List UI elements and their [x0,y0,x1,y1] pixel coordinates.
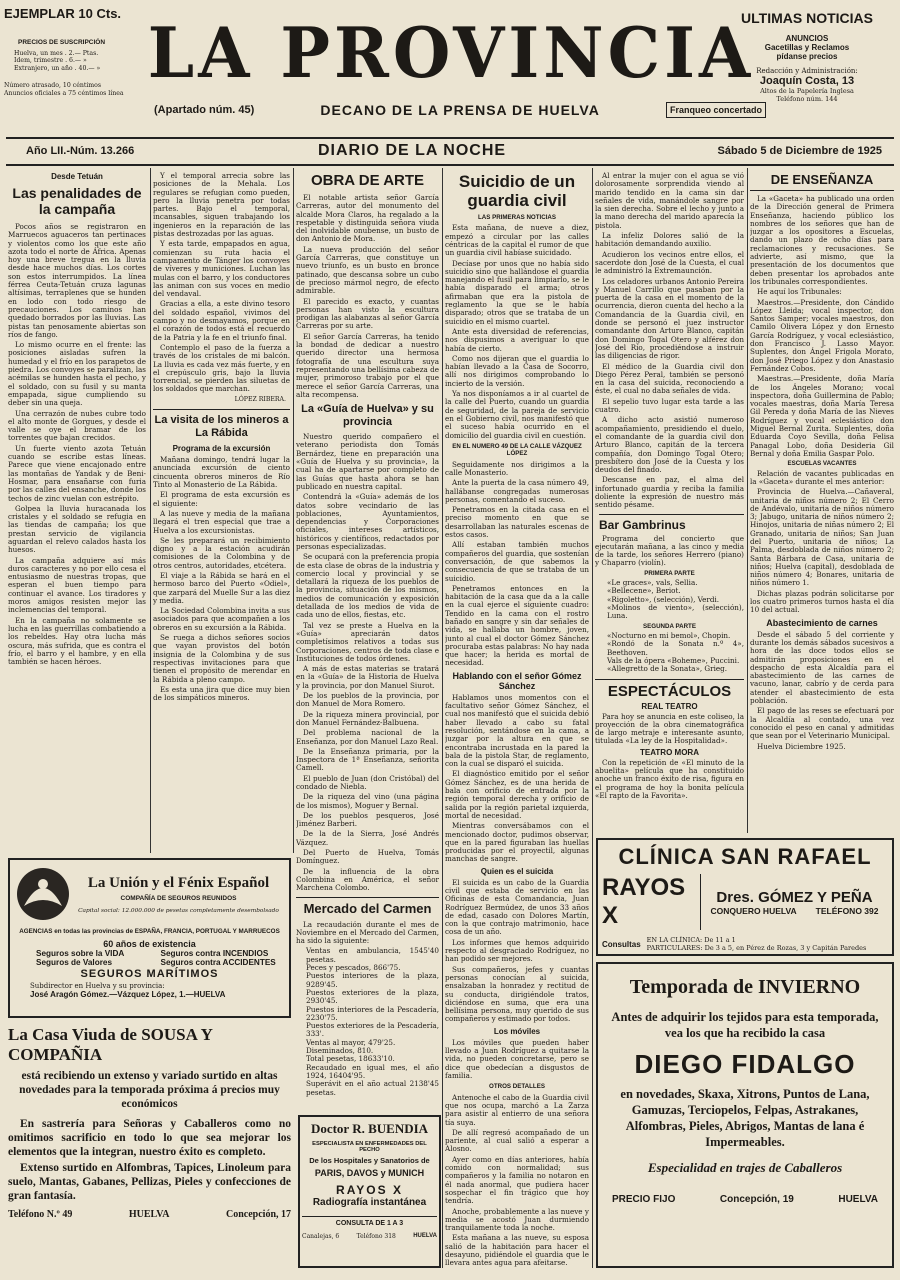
union-agencias: AGENCIAS en todas las provincias de ESPAÑA, FRANCIA, PORTUGAL Y MARRUECOS [19,928,280,935]
paragraph: Tal vez se preste a Huelva en la «Guía» apreciarán datos completísimos relativos a todas sus Corporaciones, centros de toda clase e Instituciones de todos órdenes. [296,620,439,663]
mercado-paragraphs [296,921,439,946]
masthead-title: LA PROVINCIA [147,12,755,94]
sousa-city: HUELVA [128,1209,170,1220]
paragraph: Ante esta diversidad de referencias, nos dispusimos a averiguar lo que había de cierto. [445,326,589,353]
clinica-rayos: RAYOS X [602,874,701,930]
especialidad: Especialidad en trajes de Caballeros [647,1160,843,1175]
redaccion: Redacción y Administración: [756,67,858,75]
telefono: Teléfono núm. 144 [776,95,838,103]
paragraph: La nueva producción del señor García Carreras, que constituye un nuevo triunfo, es un busto en bronce patinado, que descansa sobre un cubo de precioso mármol negro, de efecto admirable. [296,244,439,296]
masthead-left [4,6,134,138]
suicidio-paragraphs [445,224,589,439]
program-item: «Allegretto de la Sonata», Grieg. [607,664,728,674]
divider-5 [747,168,748,833]
paragraph: Sus compañeros, jefes y cuantas personas conocían al suicida, ensalzaban la honradez y rectitud de su conducta, dirigiéndole tratos, diciéndose en suma, que era una bellísima persona, muy querido de sus compañeros y estimado por todos. [445,964,589,1024]
segunda-list [595,632,744,673]
paragraph: Se ruega a dichos señores socios que vayan provistos del botón insignia de la Colombina y de sus respectivas invitaciones para que tienen el propósito de merendar en la Rábida a pleno campo. [153,633,290,684]
paragraph: De los pueblos pesqueros, José Jiménez Barberi. [296,810,439,829]
col5 [595,172,744,834]
diego-addr: Concepción, 19 [719,1194,794,1205]
paragraph: Desde el sábado 5 del corriente y durante los demás sábados sucesivos a hora de las doce todos ellos se admitirán proposiciones en el despacho de esta Alcaldía para el abastecimiento de las carnes de vacuno, lanar, cabrío y de cerda para atender el abastecimiento de esta población. [750,629,894,706]
quien-paragraphs [445,879,589,1024]
clinica-tel: TELÉFONO 392 [815,905,879,916]
paragraph: Contendrá la «Guía» además de los datos sobre vecindario de las poblaciones, Ayuntamientos, dependencias y Corporaciones oficiales, intereses artísticos, históricos y científicos, redactados por personas especializadas. [296,492,439,551]
paragraph: Penetramos en la citada casa en el preciso momento en que se desarrollaban las naturales escenas de estos casos. [445,505,589,540]
abast-paragraphs [750,631,894,751]
numero-title: EN EL NUMERO 49 DE LA CALLE VÁZQUEZ LÓPEZ [452,442,582,458]
paragraph: Los informes que hemos adquirido respecto al desgraciado Rodríguez, no han podido ser mejores. [445,937,589,964]
paragraph: Al entrar la mujer con el agua se vió dolorosamente sorprendida viendo al marido tendido en la cama sin dar señales de vida, manándole sangre por la sien derecha. Sobre el lecho y junto a la mano derecha del marido aparecía la pistola. [595,172,744,230]
paragraph: Del Puerto de Huelva, Tomás Domínguez. [296,848,439,866]
paragraph: De la influencia de la obra Colombina en América, el señor Marchena Colombo. [296,866,439,893]
vacantes-paragraphs [750,470,894,615]
paragraph: Contemplo el paso de la fuerza a través de los cristales de mi balcón. La lluvia es cada vez más fuerte, y en el crepúsculo gris, bajo la lluvia torrencial, se pierden las siluetas de los soldados que marchan. [153,342,290,394]
paragraph: Una cerrazón de nubes cubre todo el alto monte de Gorgues, y desde el valle se oye el bramar de los torrentes que bajan crecidos. [8,408,146,443]
guia-title: La «Guía de Huelva» y su provincia [301,403,434,429]
ad-sousa [8,1025,291,1273]
ad-diego-fidalgo [596,962,894,1268]
paragraph: Los celadores urbanos Antonio Pereira y Manuel Carrillo que pasaban por la puerta de la casa en el momento de la ocurrencia, dieron cuenta del hecho a la Comandancia de la Guardia civil, en donde se personó el juez instructor comandante don Arturo Blanco, capitán don Domingo Togal Otero y alférez don José del Río, procediéndose a instruir las diligencias de rigor. [595,276,744,361]
union-item: Seguros contra INCENDIOS [160,949,269,958]
sousa-tel: Teléfono N.º 49 [8,1209,73,1220]
decano: DECANO DE LA PRENSA DE HUELVA [320,102,600,118]
paragraph: Allí estaban también muchos compañeros del guardia, que sostenían conversación, de que sabemos la consecuencia de que se trataba de un suicidio. [445,540,589,583]
paragraph: Esta mañana a las nueve, su esposa salió de la habitación para hacer el desayuno, pidiéndole el guardia que le llevara antes agua para afeitarse. [445,1233,589,1268]
paragraph: En la campaña no solamente se lucha en las guerrillas combatiendo a los rebeldes. Hay otra lucha más oscura, más sufrida, que es contra el frío, el barro y el hambre, y en ella también se hacen héroes. [8,615,146,667]
paragraph: Hablamos unos momentos con el facultativo señor Gómez Sánchez, el cual nos manifestó que el suicida debió haber llevado a cabo su fatal resolución, sentándose en la cama, a juzgar por la altura en que se encontraba incrustada en la pared la bala de la pistola Star, de reglamento, con la cual se disparó el suicida. [445,692,589,769]
gambrinus-title: Bar Gambrinus [599,514,744,532]
ad-union-fenix [8,858,291,1018]
paragraph: El viaje a la Rábida se hará en el hermoso barco del Puerto «Odiel», que zarpará del Muelle Sur a las diez y media. [153,570,290,605]
paragraph: Gracias a ella, a este divino tesoro del soldado español, vivimos del campo y no desmayamos, porque en el corazón de todos está el recuerdo de la Patria y la fe en el triunfo final. [153,299,290,342]
paragraph: El notable artista señor García Carreras, autor del monumento del alcalde Mora Claros, ha regalado a la respetable y distinguida señora viuda del inolvidable onubense, un busto de don Antonio de Mora. [296,193,439,244]
program-item: Vals de la ópera «Boheme», Puccini. [607,655,740,665]
union-capital: Capital social: 12.000.000 de pesetas completamente desembolsado [78,907,279,914]
paragraph: A las nueve y media de la mañana llegará el tren especial que trae a Huelva a los excursionistas. [153,508,290,535]
anuncios-label: ANUNCIOS [785,34,829,43]
mercado-line: Superávit en el año actual 2138'45 pesetas. [306,1079,439,1097]
numero-paragraphs [445,461,589,668]
paragraph: Ya nos disponíamos a ir al cuartel de la calle del Puerto, cuando un guardia de seguridad, de la pareja de servicio en el Gobierno civil, nos manifestó que el suceso había ocurrido en el domicilio del guardia civil en cuestión. [445,389,589,440]
paragraph: De los pueblos de la provincia, por don Manuel de Mora Romero. [296,691,439,709]
col1-kicker: Desde Tetuán [51,172,103,181]
gambrinus-intro: Programa del concierto que ejecutarán mañana, a las cinco y media de la tarde, los señores Herrero (piano) y Chaparro (violín). [595,533,744,568]
union-title: La Unión y el Fénix Español [87,874,270,891]
paragraph: La recaudación durante el mes de Noviembre en el Mercado del Carmen, ha sido la siguiente: [296,919,439,946]
pidanse: pídanse precios [776,52,838,61]
buendia-city: HUELVA [413,1233,437,1239]
divider-2 [293,168,294,853]
paragraph: El diagnóstico emitido por el señor Gómez Sánchez, es de una herida de bala con orificio de entrada por la región temporal derecha y orificio de salida por la región parietal izquierda, mortal de necesidad. [445,769,589,820]
paragraph: He aquí los Tribunales: [757,287,842,297]
paragraph: Se ocupará con la preferencia propia de esta clase de obras de la industria y comercio local y provincial y se detallará la riqueza de los pueblos de la provincia, situación de los mismos, medios de comunicación y exposición detallada de los medios de vida de cada uno de ellos, fiestas, etc. [296,552,439,620]
mercado-lines [296,947,439,1096]
sousa-addr: Concepción, 17 [226,1209,291,1220]
paragraph: Acudieron los vecinos entre ellos, el sacerdote don José de la Cuesta, el cual le administró la Extremaunción. [595,249,744,276]
moviles-paragraphs [445,1039,589,1080]
primera-parte: PRIMERA PARTE [644,569,695,577]
diego-fidalgo: DIEGO FIDALGO [634,1049,856,1079]
sousa-title: La Casa Viuda de SOUSA Y COMPAÑIA [8,1025,213,1064]
divider-4 [592,168,593,1268]
altos: Altos de la Papelería Inglesa [760,87,854,95]
programa-title: Programa de la excursión [172,444,271,454]
temporada-p1: Antes de adquirir los tejidos para esta temporada, vea los que ha recibido la casa [611,1010,879,1040]
precio-line: Idem, trimestre . 6.— » [14,57,87,65]
direccion: Joaquín Costa, 13 [759,75,855,87]
union-sub: COMPAÑÍA DE SEGUROS REUNIDOS [120,894,237,902]
otros-title: OTROS DETALLES [489,1083,545,1091]
mercado-line: Ventas al mayor, 479'25. [306,1037,396,1047]
col2 [153,172,290,854]
program-item: «Nocturno en mi bemol», Chopin. [607,631,731,641]
col1-title: Las penalidades de la campaña [12,185,142,217]
buendia-radio: Radiografía instantánea [312,1197,427,1208]
paragraph: El suicida es un cabo de la Guardia civil que estaba de servicio en las Oficinas de esta Comandancia, Juan Rodríguez Bermúdez, de unos 33 años de edad, casado con Dolores Martín, con la que contrajo matrimonio, hace cosa de un año. [445,877,589,937]
date: Sábado 5 de Diciembre de 1925 [717,145,882,157]
program-item: «Rondó de la Sonata n.º 4», Beethoven. [607,639,744,657]
paragraph: A dicho acto asistió numeroso acompañamiento, presidiendo el duelo, el comandante de la guardia civil don Arturo Blanco, capitán de la tercera compañía, don Domingo Togal Otero; presbítero don José de la Cuesta y los deudos del finado. [595,415,744,475]
paragraph: Relación de vacantes publicadas en la «Gaceta» durante el mes anterior: [750,468,894,486]
masthead-right [722,10,892,138]
obra-title: OBRA DE ARTE [310,172,425,189]
paragraph: La Sociedad Colombina invita a sus asociados para que acompañen a los obreros en su excursión a la Rábida. [153,606,290,632]
dateline-rule [6,164,894,166]
clinica-line1: EN LA CLÍNICA: De 11 a 1 [646,936,736,944]
visita-title: La visita de los mineros a La Rábida [154,414,289,440]
paragraph: Esta mañana, de nueve a diez, empezó a circular por las calles céntricas de la capital el rumor de que un guardia civil habíase suicidado. [445,223,589,258]
primera-list [595,579,744,620]
buendia-title: Doctor R. BUENDIA [310,1121,429,1136]
col1-paragraphs [8,223,146,666]
sousa-p2: En sastrería para Señoras y Caballeros como no omitimos sacrificio en todo lo que sea mejorar los elementos que la integran, nuestro éxito es completo. [8,1118,291,1158]
paragraph: De la riqueza minera provincial, por don Manuel Fernández-Balbuena. [296,709,439,727]
moviles-title: Los móviles [493,1026,541,1036]
union-item: Seguros de Valores [36,958,112,967]
buendia-addr: Canalejas, 6 [302,1233,340,1240]
union-sub2: Subdirector en Huelva y su provincia: [30,982,165,990]
paragraph: De la de la Sierra, José Andrés Vázquez. [296,829,439,847]
paragraph: Ayer como en días anteriores, había comido con normalidad; sus compañeros y la familia no notaron en él nada anormal, que pudiera hacer sospechar el fin trágico que hoy tendría. [445,1154,589,1206]
temporada-p2: en novedades, Skaxa, Xitrons, Puntos de Lana, Gamuzas, Terciopelos, Felpas, Astrakanes, Alfombras, Pieles, Abrigos, Mantas de lana é Impermeables. [620,1087,870,1149]
program-item: «Rigoletto», (selección), Verdi. [607,594,720,604]
paragraph: Mientras conversábamos con el mencionado doctor, pudimos observar, que en la pared figuraban las huellas producidas por el proyectil, algunas manchas de sangre. [445,821,589,864]
ejemplar-price: EJEMPLAR 10 Cts. [4,6,122,21]
dateline [6,141,894,163]
union-items [14,949,285,967]
franqueo-concertado: Franqueo concertado [666,102,766,118]
abast-title: Abastecimiento de carnes [766,617,878,628]
sousa-p3: Extenso surtido en Alfombras, Tapices, Linoleum para suelo, Mantas, Gabanes, Pellizas, Pieles y confecciones de gran fantasía. [8,1162,291,1202]
precios-title: PRECIOS DE SUSCRIPCIÓN [18,39,106,46]
col2-rule [153,409,290,410]
union-item: Seguros sobre la VIDA [36,949,125,958]
mercado-line: Puestos interiores de la plaza, 9289'45. [306,971,439,989]
hablando-paragraphs [445,694,589,864]
paragraph: Lo mismo ocurre en el frente: las posiciones aisladas sufren la humedad y el frío en los parapetos de piedra. Los convoyes se paralizan, las acémilas se hunden hasta el pecho, y el soldado, con su fusil y su manta empapada, sigue cumpliendo su deber sin una queja. [8,340,146,408]
otros-paragraphs [445,1094,589,1268]
apartado: (Apartado núm. 45) [154,104,255,116]
mercado-line: Diseminados, 810. [306,1046,374,1056]
divider-1 [150,168,151,853]
paragraph: Golpea la lluvia huracanada los cristales y el soldado se refugia en las tiendas de campaña; los que prestan servicio de vigilancia aguardan el relevo calados hasta los huesos. [8,503,146,555]
buendia-esp: ESPECIALISTA EN ENFERMEDADES DEL PECHO [312,1141,427,1153]
clinica-drs: Dres. GÓMEZ Y PEÑA [716,888,873,906]
paragraph: De la Enseñanza primaria, por la Inspectora de 1ª Enseñanza, señorita Camell. [296,746,439,773]
quien-title: Quien es el suicida [480,866,554,876]
paragraph: La campaña adquiere así más duros caracteres y no por ello cesa el entusiasmo de nuestras tropas, que esperan el buen tiempo para continuar el avance. Los tiradores y moros amigos resisten mejor las inclemencias del temporal. [8,555,146,615]
phoenix-icon [14,864,72,924]
masthead-rule [6,137,894,139]
visita-paragraphs [153,456,290,702]
paragraph: A más de estas materias se tratará en la «Guía» de la Historia de Huelva y la provincia, por don Manuel Siurot. [296,664,439,690]
ensenanza-paragraphs [750,195,894,458]
paragraph: Y el temporal arrecia sobre las posiciones de la Mehala. Los regulares se refugian como pueden, pero la lluvia penetra por todas partes. Bajo el temporal, incansables, siguen trabajando los ingenieros en la reparación de las pistas destrozadas por las aguas. [153,172,290,239]
program-item: «Le graces», vals, Sellia. [607,578,698,588]
mercado-line: Ventas en ambulancia, 1545'40 pesetas. [306,946,439,964]
paragraph: Maestros.—Presidente, don Cándido López Lleida; vocal inspector, don Santos Samper; vocales maestros, don Camilo Olivera López y don Ernesto García Rodríguez, y vocal eclesiástico, don Francisco J. Lasso Mayor. Suplentes, don Ángel Frigola Morato, don José Priego López y don Anastasio Fernández Cobos. [750,297,894,373]
paragraph: Mañana domingo, tendrá lugar la anunciada excursión de ciento cincuenta obreros mineros de Río Tinto al Monasterio de La Rábida. [153,455,290,490]
paragraph: El pueblo de Juan (don Cristóbal) del condado de Niebla. [296,773,439,791]
paragraph: Maestras.—Presidente, doña María de los Ángeles Morano; vocal inspectora, doña Guillermina de Pablo; vocales maestras, doña María Teresa Gil Pereda y doña María de las Nieves Rodríguez y vocal eclesiástico don Miguel Bernal Zurita. Suplentes, doña Eduarda Coyo Sevilla, doña Felisa Panagal Lobo, doña Desideria Gil Bernal y doña Emilia Gaspar Polo. [750,374,894,458]
paragraph: Es esta una jira que dice muy bien de los simpáticos mineros. [153,684,290,703]
buendia-hosp: De los Hospitales y Sanatorios de [309,1156,430,1165]
clinica-conq: CONQUERO HUELVA [710,905,797,916]
paragraph: Pocos años se registraron en Marruecos aguaceros tan pertinaces y violentos como los que este año azota todo el norte de África. Apenas hoy una breve tregua en la lluvia desde hace muchos días. Los cortes son estos interrumpidos. La línea férrea Ceuta-Tetuán cruza lagunas altísimas, terraplenes que se hunden en lodo con todo riesgo de precauciones. Los caminos han quedado borrados por las lluvias. Las pistas tan penosamente abiertas son ríos de fango. [8,222,146,339]
precio-line: Extranjero, un año . 40.— » [14,64,101,72]
mercado-line: Peces y pescados, 866'75. [306,963,401,973]
buendia-tel: Teléfono 318 [356,1233,396,1240]
union-item: Seguros contra ACCIDENTES [160,958,276,967]
mercado-line: Puestos exteriores de la plaza, 2930'45. [306,987,439,1006]
paragraph: Y esta tarde, empapados en agua, comienzan su ruta hacia el campamento de Tánger los convoyes de víveres y municiones. Luchan las mulas con el barro, y los conductores las animan con sus voces en medio del vendaval. [153,239,290,299]
col2-paragraphs [153,172,290,394]
paragraph: Nuestro querido compañero el veterano periodista don Tomás Bernárdez, tiene en preparación una «Guía de Huelva y su provincia», la cual ha de apartarse por completo de las Guías que hasta ahora se han publicado en nuestra capital. [296,432,439,491]
ad-clinica [596,838,894,956]
paragraph: Dichas plazas podrán solicitarse por los cuatro primeros turnos hasta el día 10 del actual. [750,588,894,615]
paragraph: Provincia de Huelva.—Cañaveral, unitaria de niños número 2; El Cerro de Andévalo, unitaria de niños número 3; Jabugo, unitaria de niños número 2; Hinojos, unitaria de niñas número 2; El Granado, unitaria de niños; San Juan del Puerto, unitaria de niños; La Palma, desdoblada de niños número 2; Santa Bárbara de Casa, unitaria de niños; Huelva (capital), desdoblada de niños número 4; Bonares, unitaria de niños número 1. [750,487,894,588]
paragraph: El señor García Carreras, ha tenido la bondad de dedicar a nuestro querido director una hermosa fotografía de una escultura suya representando una bellísima cabeza de mujer, primoroso trabajo por el que merece el señor García Carreras, una alta recompensa. [296,331,439,399]
precios-list [4,50,134,72]
col4 [445,172,589,1268]
paragraph: El pago de las reses se efectuará por la Alcaldía al contado, una vez conocido el peso en canal y admitidas que sean por el Veterinario Municipal. [750,706,894,741]
gacetillas: Gacetillas y Reclamos [764,43,850,52]
paragraph: La «Gaceta» ha publicado una orden de la Dirección general de Primera Enseñanza, haciendo público los nombres de los señores que han de juzgar a los opositores a Escuelas, dando un plazo de ocho días para reclamaciones y recusaciones. Se advierte, así mismo, que la presentación de los documentos que deben presentar los aprobados ante los tribunales correspondientes. [750,194,894,286]
paragraph: Como nos dijeran que el guardia lo habían llevado a la Casa de Socorro, allí nos dirigimos comprobando lo incierto de la versión. [445,353,589,388]
col3 [296,172,439,1268]
col6 [750,172,894,834]
segunda-parte: SEGUNDA PARTE [643,622,696,630]
clinica-consulta: Consultas [602,939,641,949]
paragraph: Un fuerte viento azota Tetuán cuando se escribe estas líneas. Parece que viene encajonado entre las montañas de Yandak y de Beni-Hosmar, para ensañarse con furia por las calles del ensanche, donde los techos de zinc vuelan con estrépito. [8,443,146,503]
hablando-title: Hablando con el señor Gómez Sánchez [452,670,582,691]
clinica-line2: PARTICULARES: De 3 a 5, en Pérez de Rozas, 3 y Capitán Paredes [646,944,867,952]
diego-city: HUELVA [838,1194,878,1205]
vacantes-title: ESCUELAS VACANTES [787,460,857,468]
real-title: REAL TEATRO [641,701,698,711]
clinica-title: CLÍNICA SAN RAFAEL [618,844,872,869]
obra-paragraphs [296,194,439,399]
col1 [8,172,146,854]
paragraph: El programa de esta excursión es el siguiente: [153,490,290,508]
ultimas-noticias: ULTIMAS NOTICIAS [741,10,873,26]
paragraph: La infeliz Dolores salió de la habitación demandando auxilio. [595,231,744,249]
year-number: Año LII.-Núm. 13.266 [26,145,135,157]
paragraph: El parecido es exacto, y cuantas personas han visto la escultura prodigan las alabanzas al señor García Carreras por su arte. [296,296,439,331]
primeras-noticias: LAS PRIMERAS NOTICIAS [477,214,557,221]
temporada-title: Temporada de INVIERNO [629,976,861,998]
precio-line: Huelva, un mes . 2.— Ptas. [14,50,99,57]
anuncios-oficiales: Anuncios oficiales a 75 céntimos línea [4,89,124,97]
paragraph: De la riqueza del vino (una página de los mismos), Moguer y Bernal. [296,792,439,810]
col2-signature: LÓPEZ RIBERA. [234,395,286,403]
program-item: «Bellecene», Beriot. [607,586,681,596]
guia-paragraphs [296,433,439,892]
union-anos: 60 años de existencia [103,939,196,949]
union-maritimos: SEGUROS MARÍTIMOS [80,968,219,980]
ad-buendia [298,1115,441,1268]
mercado-line: Puestos interiores de la Pescadería, 2230'75. [306,1004,439,1022]
mora-title: TEATRO MORA [640,747,699,757]
union-agent: José Aragón Gómez.—Vázquez López, 1.—HUELVA [30,990,226,999]
paragraph: Se les preparará un recibimiento digno y a la estación acudirán comisiones de la Colombina y de otros centros, autoridades, etcétera. [153,535,290,570]
precio-fijo: PRECIO FIJO [612,1194,676,1205]
mercado-line: Total pesetas, 18633'10. [306,1054,395,1064]
paragraph: Anoche, probablemente a las nueve y media se acostó Juan durmiendo tranquilamente toda la noche. [445,1206,589,1233]
paragraph: Huelva Diciembre 1925. [757,741,846,751]
mercado-line: Recaudado en igual mes, el año 1924, 16404'95. [306,1062,439,1080]
divider-3 [442,168,443,1268]
buendia-cities: PARIS, DAVOS y MUNICH [314,1168,425,1178]
paragraph: Ante la puerta de la casa número 49, hallábanse congregadas numerosas personas, comentando el suceso. [445,478,589,504]
buendia-consulta: CONSULTA DE 1 A 3 [302,1216,437,1227]
espectaculos-title: ESPECTÁCULOS [595,679,744,700]
mora-text: Con la repetición de «El minuto de la abuelita» película que ha constituido anoche un franco éxito de risa, figura en el programa de hoy la bonita película «El rapto de la Favorita». [595,757,744,800]
paragraph: Los móviles que pueden haber llevado a Juan Rodríguez a quitarse la vida, no pueden concretarse, pero se dice que obedecían a disgustos de familia. [445,1037,589,1080]
suicidio-title: Suicidio de un guardia civil [458,172,576,210]
masthead-title-block [136,6,766,136]
paragraph: Decíase por unos que no había sido suicidio sino que hallándose el guardia manejando el fusil para limpiarlo, se le había disparado el arma; otros afirmaban que era la pistola de reglamento la que se le había disparado; otros que se trataba de un suicidio en el mismo cuartel. [445,258,589,326]
buendia-rayos: RAYOS X [336,1183,403,1197]
paragraph: El médico de la Guardia civil don Diego Pérez Peral, también se personó en la casa del suicida, reconociendo a éste, el cual no daba señales de vida. [595,361,744,396]
numero-atrasado: Número atrasado, 10 céntimos [4,82,102,90]
diario-de-la-noche: DIARIO DE LA NOCHE [318,142,507,159]
sousa-p1: está recibiendo un extenso y variado surtido en altas novedades para la temporada próxima á precios muy económicos [19,1070,280,1110]
mercado-title: Mercado del Carmen [296,897,439,917]
col5-paragraphs [595,172,744,510]
mercado-line: Puestos exteriores de la Pescadería, 333'. [306,1021,439,1039]
ensenanza-title: DE ENSEÑANZA [750,172,894,191]
paragraph: Penetramos entonces en la habitación de la casa que da a la calle en la cual ejerce el siguiente cuadro: Tendido en la cama con el rostro bañado en sangre y sin dar señales de vida, se hallaba un hombre, joven, junto al cual el doctor Gómez Sánchez procuraba estas palabras: No hay nada que hacer; la herida es mortal de necesidad. [445,583,589,668]
paragraph: Descanse en paz, el alma del infortunado guardia y reciba la familia doliente la expresión de nuestro más sentido pésame. [595,475,744,510]
paragraph: Del problema nacional de la Enseñanza, por don Manuel Lazo Real. [296,728,439,746]
paragraph: Seguidamente nos dirigimos a la calle Monasterio. [445,459,589,477]
real-text: Para hoy se anuncia en este coliseo, la proyección de la obra cinematográfica de largo metraje e interesante asunto, titulada «La ley de la Hospitalidad». [595,711,744,746]
paragraph: Antenoche el cabo de la Guardia civil que nos ocupa, marchó a La Zarza para asistir al entierro de una señora tía suya. [445,1092,589,1127]
paragraph: De allí regresó acompañado de un pariente, al cual salió a esperar a Alosno. [445,1127,589,1154]
program-item: «Molinos de viento», (selección), Luna. [607,603,744,621]
paragraph: El sepelio tuvo lugar esta tarde a las cuatro. [595,396,744,415]
